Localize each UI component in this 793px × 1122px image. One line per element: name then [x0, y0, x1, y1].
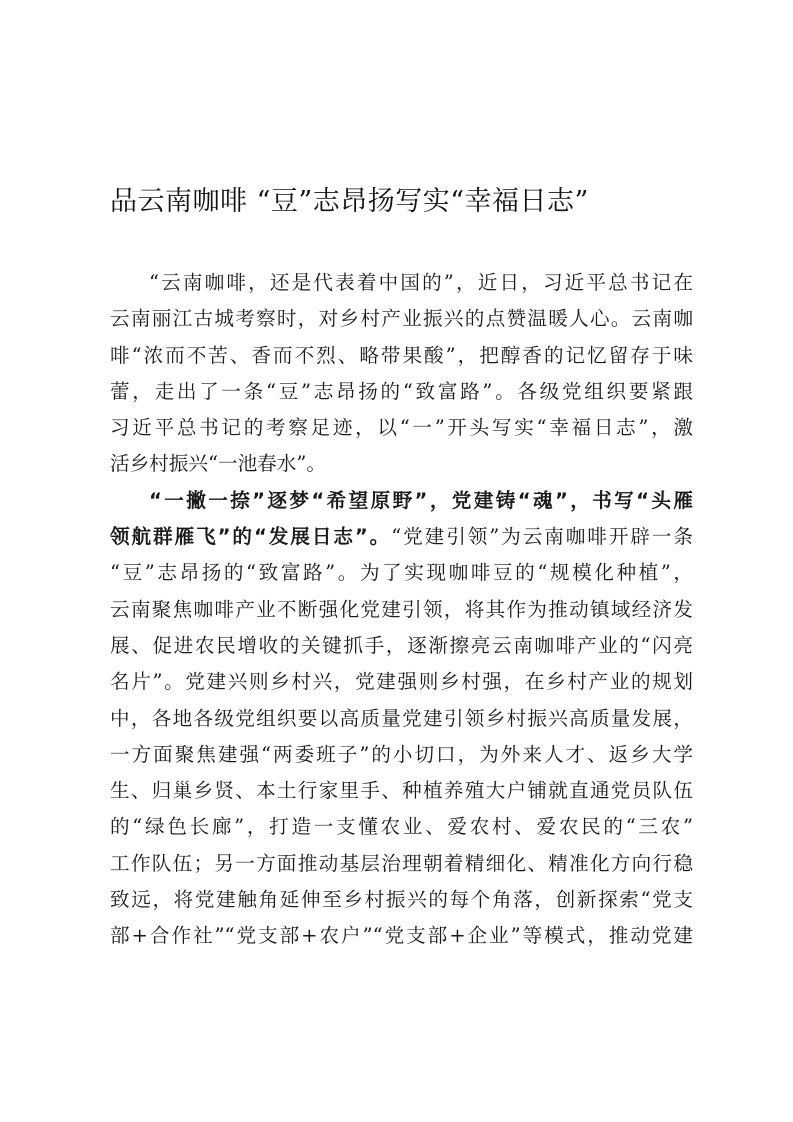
paragraph-2-heading-line: “一撇一捺”逐梦“希望原野”，党建铸“魂”，书写“头雁 [149, 488, 693, 512]
paragraph-2-line: 的“绿色长廊”，打造一支懂农业、爱农村、爱农民的“三农” [110, 815, 693, 839]
paragraph-2-line: 展、促进农民增收的关键抓手，逐渐擦亮云南咖啡产业的“闪亮 [110, 633, 693, 657]
paragraph-1-line: 蕾，走出了一条“豆”志昂扬的“致富路”。各级党组织要紧跟 [110, 379, 693, 403]
paragraph-2-line: 生、归巢乡贤、本土行家里手、种植养殖大户铺就直通党员队伍 [110, 779, 693, 803]
document-title: 品云南咖啡 “豆”志昂扬写实“幸福日志” [110, 186, 589, 217]
paragraph-1-line: 习近平总书记的考察足迹，以“一”开头写实“幸福日志”，激 [110, 416, 693, 440]
paragraph-2-line: 云南聚焦咖啡产业不断强化党建引领，将其作为推动镇域经济发 [110, 597, 693, 621]
paragraph-2-line: “豆”志昂扬的“致富路”。为了实现咖啡豆的“规模化种植”， [110, 561, 693, 585]
paragraph-1-line: 活乡村振兴“一池春水”。 [110, 452, 326, 476]
paragraph-2-line: 致远，将党建触角延伸至乡村振兴的每个角落，创新探索“党支 [110, 888, 693, 912]
paragraph-2-line: 中，各地各级党组织要以高质量党建引领乡村振兴高质量发展， [110, 706, 693, 730]
paragraph-1-line: 云南丽江古城考察时，对乡村产业振兴的点赞温暖人心。云南咖 [110, 307, 693, 331]
document-body [110, 265, 693, 955]
paragraph-2-line-rest: “党建引领”为云南咖啡开辟一条 [391, 525, 693, 549]
paragraph-2-line: 名片”。党建兴则乡村兴，党建强则乡村强，在乡村产业的规划 [110, 670, 693, 694]
paragraph-1-line: 啡“浓而不苦、香而不烈、略带果酸”，把醇香的记忆留存于味 [110, 343, 693, 367]
paragraph-2-line: 部+合作社”“党支部+农户”“党支部+企业”等模式，推动党建 [110, 924, 693, 948]
paragraph-2-line-mixed [110, 519, 693, 555]
paragraph-2-heading-tail: 领航群雁飞”的“发展日志”。 [110, 525, 392, 549]
paragraph-1-line: “云南咖啡，还是代表着中国的”，近日，习近平总书记在 [149, 271, 693, 294]
paragraph-2-line: 一方面聚焦建强“两委班子”的小切口，为外来人才、返乡大学 [110, 742, 693, 766]
paragraph-2-line: 工作队伍；另一方面推动基层治理朝着精细化、精准化方向行稳 [110, 851, 693, 875]
